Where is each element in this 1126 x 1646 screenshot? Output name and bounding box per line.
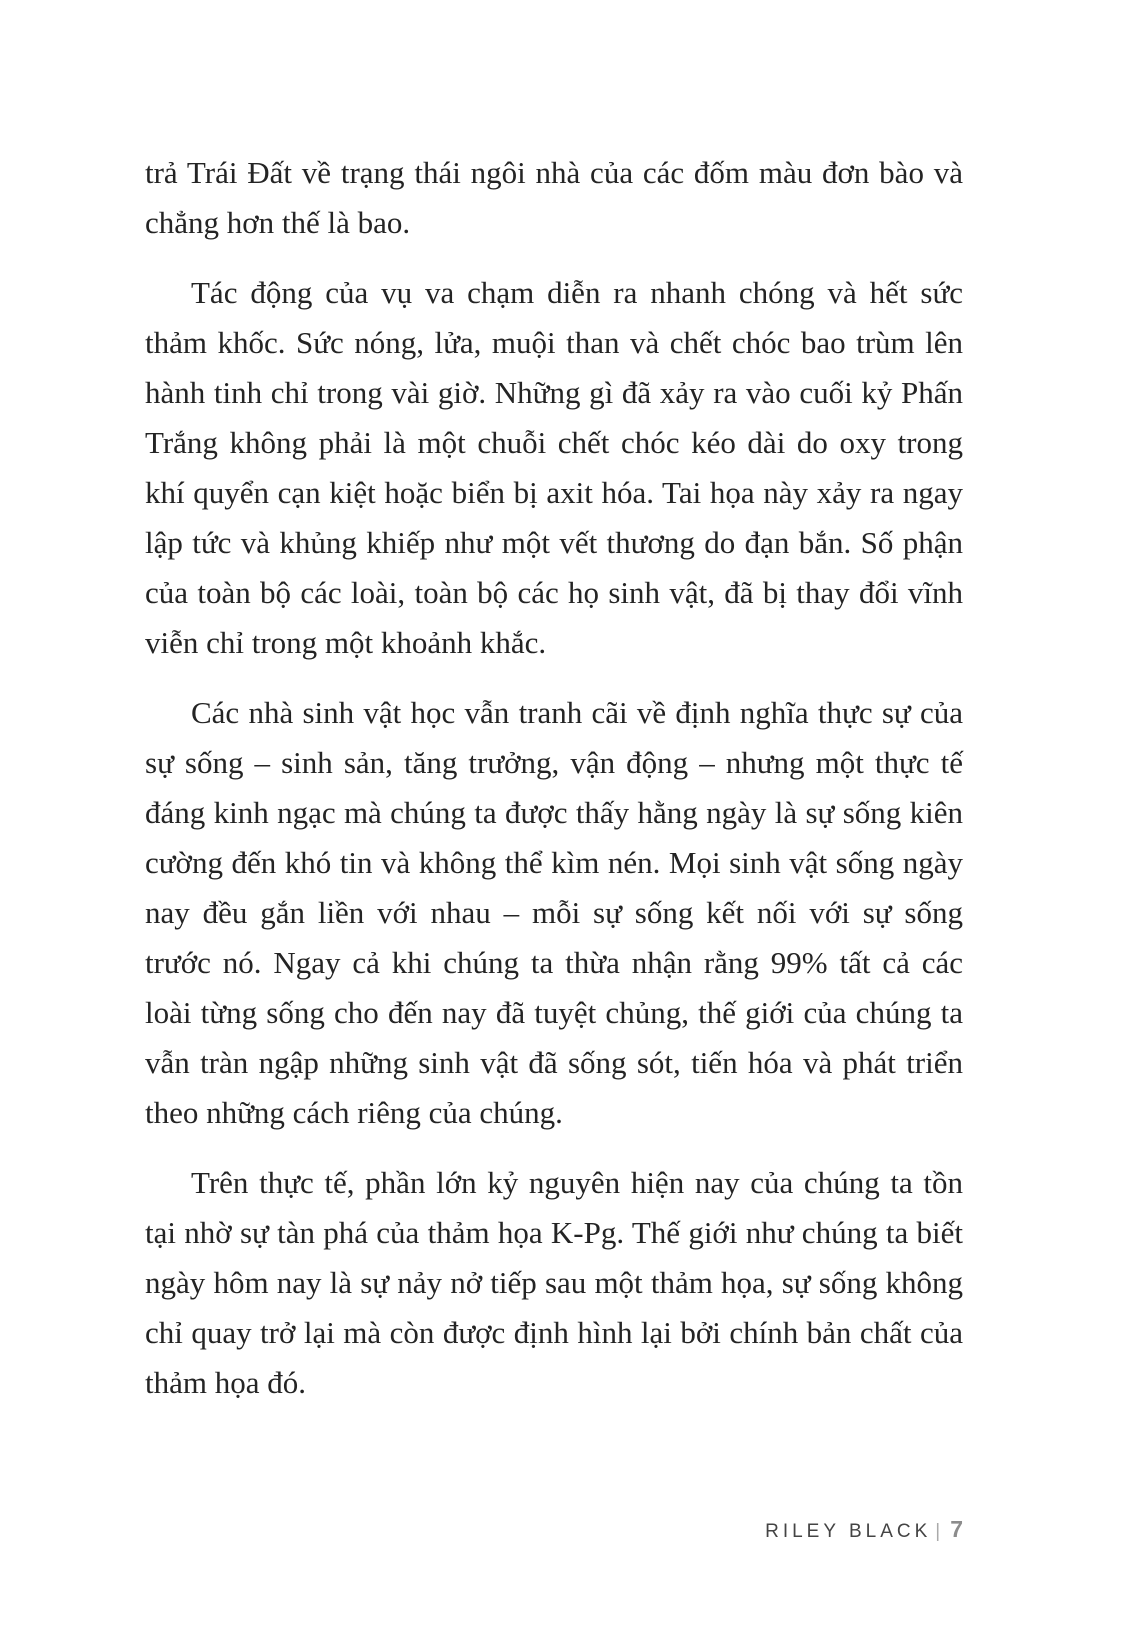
paragraph: Trên thực tế, phần lớn kỷ nguyên hiện nay của chúng ta tồn tại nhờ sự tàn phá của thảm họa K-Pg. Thế giới như chúng ta biết ngày hôm nay là sự nảy nở tiếp sau một thảm họa, sự sống không chỉ quay trở lại mà còn được định hình lại bởi chính bản chất của thảm họa đó.: [145, 1165, 963, 1400]
paragraph: Các nhà sinh vật học vẫn tranh cãi về định nghĩa thực sự của sự sống – sinh sản, tăng trưởng, vận động – nhưng một thực tế đáng kinh ngạc mà chúng ta được thấy hằng ngày là sự sống kiên cường đến khó tin và không thể kìm nén. Mọi sinh vật sống ngày nay đều gắn liền với nhau – mỗi sự sống kết nối với sự sống trước nó. Ngay cả khi chúng ta thừa nhận rằng 99% tất cả các loài từng sống cho đến nay đã tuyệt chủng, thế giới của chúng ta vẫn tràn ngập những sinh vật đã sống sót, tiến hóa và phát triển theo những cách riêng của chúng.: [145, 695, 963, 1130]
body-text: [145, 148, 963, 1428]
running-head-author: RILEY BLACK: [765, 1521, 932, 1542]
page-footer: [145, 1516, 963, 1543]
paragraph: Tác động của vụ va chạm diễn ra nhanh chóng và hết sức thảm khốc. Sức nóng, lửa, muội than và chết chóc bao trùm lên hành tinh chỉ trong vài giờ. Những gì đã xảy ra vào cuối kỷ Phấn Trắng không phải là một chuỗi chết chóc kéo dài do oxy trong khí quyển cạn kiệt hoặc biển bị axit hóa. Tai họa này xảy ra ngay lập tức và khủng khiếp như một vết thương do đạn bắn. Số phận của toàn bộ các loài, toàn bộ các họ sinh vật, đã bị thay đổi vĩnh viễn chỉ trong một khoảnh khắc.: [145, 275, 963, 660]
paragraph-continuation: trả Trái Đất về trạng thái ngôi nhà của các đốm màu đơn bào và chẳng hơn thế là bao.: [145, 155, 963, 240]
footer-separator: |: [935, 1521, 945, 1542]
page-number: 7: [950, 1516, 963, 1542]
